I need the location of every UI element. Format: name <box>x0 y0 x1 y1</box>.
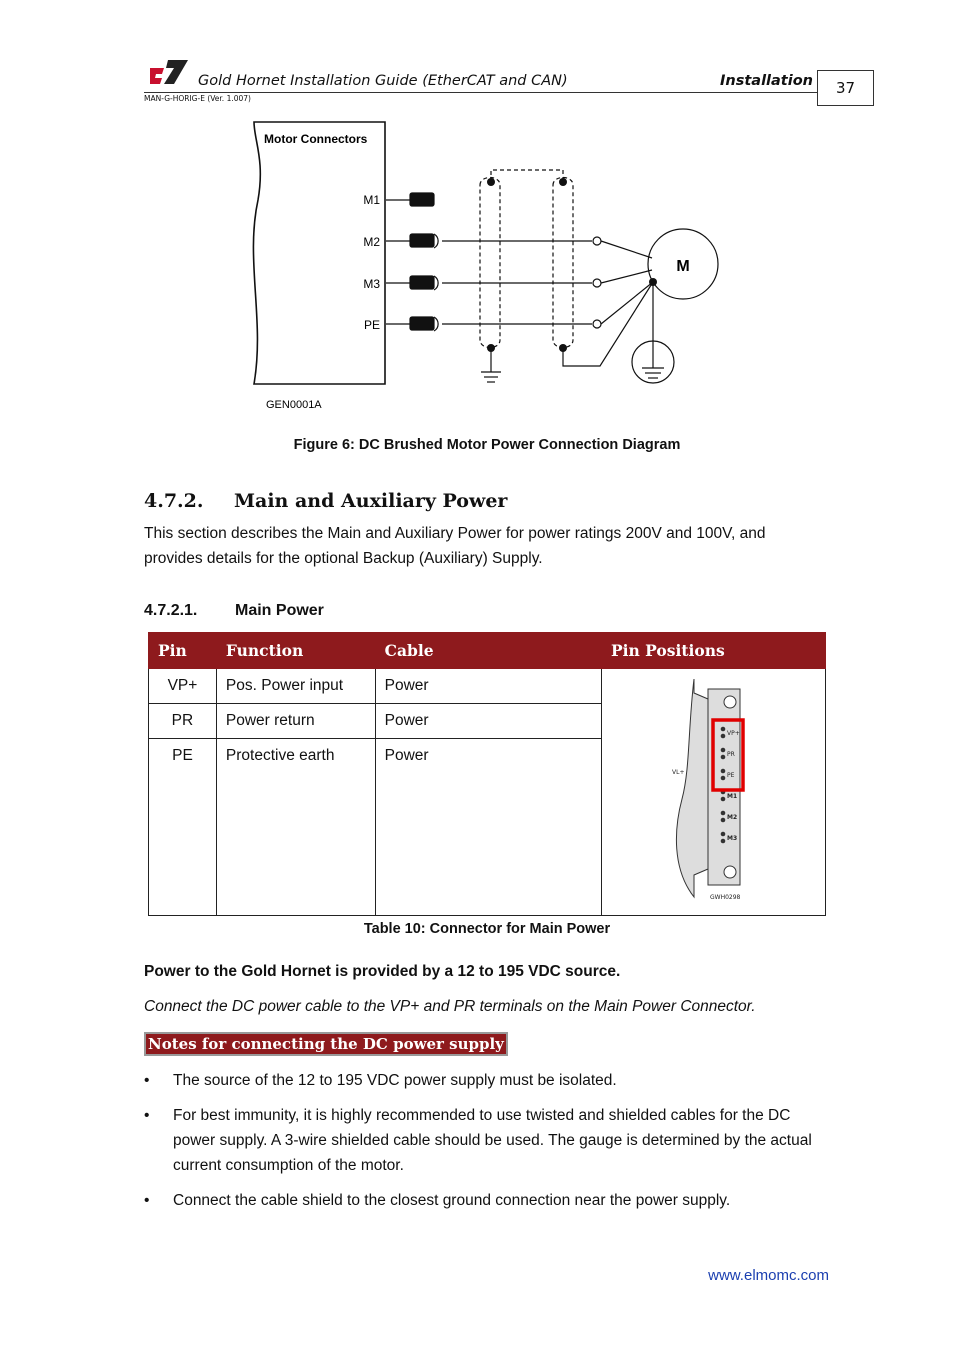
section-title: Main and Auxiliary Power <box>234 490 508 512</box>
list-item <box>144 1068 834 1093</box>
cell-cable: Power <box>375 704 601 739</box>
bullet-icon: • <box>144 1192 150 1209</box>
pin-label-pr: PR <box>726 751 735 758</box>
col-header-function: Function <box>216 633 375 669</box>
table-header-row <box>149 633 826 669</box>
connector-pin-image <box>602 669 824 907</box>
terminal-pe-label: PE <box>363 318 380 332</box>
cell-pin: PE <box>149 739 217 916</box>
section-heading <box>144 490 507 512</box>
header-section: Installation <box>720 73 813 89</box>
subsection-title: Main Power <box>235 602 324 619</box>
section-number: 4.7.2. <box>144 490 204 512</box>
terminal-m3-label: M3 <box>363 277 380 291</box>
motor-connectors-label: Motor Connectors <box>264 132 368 146</box>
footer-link[interactable]: www.elmomc.com <box>708 1267 829 1284</box>
note-text: The source of the 12 to 195 VDC power supply must be isolated. <box>173 1072 617 1089</box>
figure-code: GEN0001A <box>266 399 322 411</box>
cell-pin-positions <box>601 669 825 916</box>
col-header-pin-positions: Pin Positions <box>601 633 825 669</box>
cell-cable: Power <box>375 669 601 704</box>
cell-function: Pos. Power input <box>216 669 375 704</box>
note-text: For best immunity, it is highly recommended to use twisted and shielded cables for the DC power supply. A 3-wire shielded cable should be used. The gauge is determined by the actual current consumption of the motor. <box>173 1107 812 1174</box>
pin-label-m1: M1 <box>726 793 738 800</box>
pin-label-m2: M2 <box>726 814 738 821</box>
notes-heading: Notes for connecting the DC power supply <box>144 1032 508 1056</box>
table-caption: Table 10: Connector for Main Power <box>363 921 611 937</box>
bullet-icon: • <box>144 1072 150 1089</box>
header-title: Gold Hornet Installation Guide (EtherCAT and CAN) <box>198 73 568 89</box>
cell-pin: PR <box>149 704 217 739</box>
header-rule <box>144 92 817 93</box>
power-statement: Power to the Gold Hornet is provided by a 12 to 195 VDC source. <box>144 963 621 980</box>
section-intro: This section describes the Main and Auxiliary Power for power ratings 200V and 100V, and provides details for the optional Backup (Auxiliary) Supply. <box>144 525 766 567</box>
main-power-table <box>148 632 826 916</box>
dc-brushed-motor-diagram <box>240 115 740 415</box>
col-header-cable: Cable <box>375 633 601 669</box>
subsection-number: 4.7.2.1. <box>144 602 198 619</box>
cell-pin: VP+ <box>149 669 217 704</box>
image-code: GWH0298 <box>709 894 741 901</box>
header-doc-id: MAN-G-HORIG-E (Ver. 1.007) <box>144 94 251 103</box>
pin-label-vl: VL+ <box>671 769 685 776</box>
list-item <box>144 1188 834 1213</box>
cell-function: Power return <box>216 704 375 739</box>
motor-label: M <box>676 258 690 275</box>
figure-caption: Figure 6: DC Brushed Motor Power Connection Diagram <box>293 437 681 453</box>
list-item <box>144 1103 834 1178</box>
cell-function: Protective earth <box>216 739 375 916</box>
notes-list <box>144 1068 834 1223</box>
subsection-heading <box>144 602 324 620</box>
col-header-pin: Pin <box>149 633 217 669</box>
bullet-icon: • <box>144 1107 150 1124</box>
terminal-m1-label: M1 <box>363 193 380 207</box>
pin-label-vp: VP+ <box>726 730 740 737</box>
pin-label-pe: PE <box>726 772 735 779</box>
page-number: 37 <box>817 70 874 106</box>
table-row <box>149 669 826 704</box>
cell-cable: Power <box>375 739 601 916</box>
terminal-m2-label: M2 <box>363 235 380 249</box>
elmo-logo <box>148 58 190 90</box>
connect-statement: Connect the DC power cable to the VP+ and PR terminals on the Main Power Connector. <box>144 998 756 1015</box>
pin-label-m3: M3 <box>726 835 738 842</box>
note-text: Connect the cable shield to the closest ground connection near the power supply. <box>173 1192 731 1209</box>
